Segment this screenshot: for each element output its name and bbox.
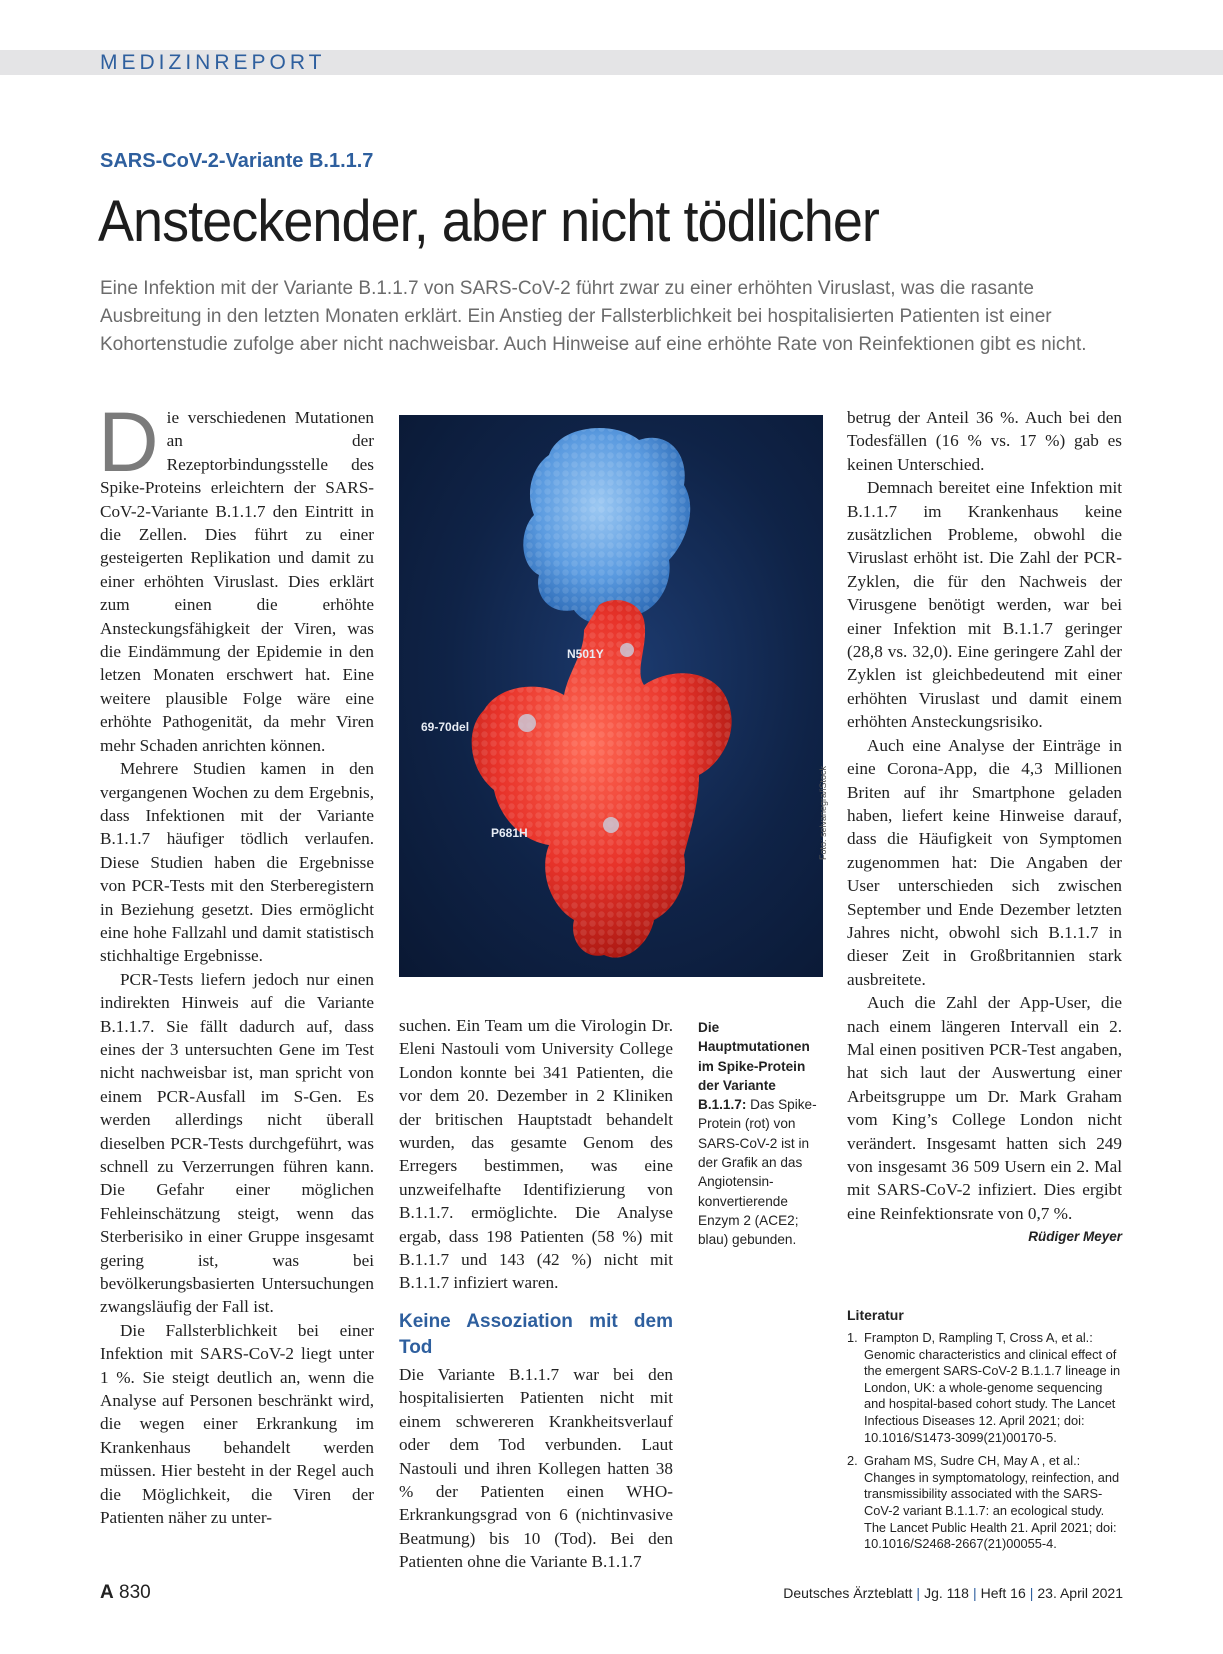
paragraph: Demnach bereitet eine Infektion mit B.1.1.7 im Krankenhaus keine zusätzlichen Probleme, obwohl die Viruslast erhöht ist. Die Zahl der PCR-Zyklen, die für den Nachweis der Virusgene benötigt werden, war bei einer Infektion mit B.1.1.7 geringer (28,8 vs. 32,0). Eine geringere Zahl der Zyklen ist gleichbedeutend mit einer erhöhten Viruslast und damit einem erhöhten Ansteckungsrisiko.	[847, 478, 1122, 732]
paragraph: Die Variante B.1.1.7 war bei den hospitalisierten Patienten nicht mit einem schwereren Krankheitsverlauf oder dem Tod verbunden. Laut Nastouli und ihren Kollegen hatten 38 % der Patienten einen WHO-Erkrankungsgrad von 6 (nichtinvasive Beatmung) bis 10 (Tod). Bei den Patienten ohne die Variante B.1.1.7	[399, 1364, 673, 1572]
paragraph: Die verschiedenen Mutationen an der Rezeptorbindungsstelle des Spike-Proteins erleichtern der SARS-CoV-2-Variante B.1.1.7 den Eintritt in die Zellen. Dies führt zu einer gesteigerten Replikation und damit zu einer erhöhten Viruslast. Dies erklärt zum einen die erhöhte Ansteckungsfähigkeit der Viren, was die Eindämmung der Epidemie in den letzen Monaten erschwert hat. Eine weitere plausible Folge wäre eine erhöhte Pathogenität, da mehr Viren mehr Schaden anrichten können.	[98, 395, 374, 755]
spike-protein-figure	[399, 415, 823, 977]
mutation-label-69-70del: 69-70del	[421, 720, 470, 734]
article-lead: Eine Infektion mit der Variante B.1.1.7 von SARS-CoV-2 führt zwar zu einer erhöhten Viruslast, was die rasante Ausbreitung in den letzten Monaten erklärt. Ein Anstieg der Fallsterblichkeit bei hospitalisierten Patienten ist einer Kohortenstudie zufolge aber nicht nachweisbar. Auch Hinweise auf eine erhöhte Rate von Reinfektionen gibt es nicht.	[100, 278, 1087, 355]
paragraph: PCR-Tests liefern jedoch nur einen indirekten Hinweis auf die Variante B.1.1.7. Sie fällt dadurch auf, dass eines der 3 untersuchten Gene im Test nicht nachweisbar ist, man spricht von einem PCR-Ausfall im S-Gen. Es werden allerdings nicht überall dieselben PCR-Tests durchgeführt, was schnell zu Verzerrungen führen kann. Die Gefahr einer möglichen Fehleinschätzung steigt, wenn das Sterberisiko in einer Gruppe insgesamt gering ist, was bei bevölkerungsbasierten Untersuchungen zwangsläufig der Fall ist.	[100, 969, 374, 1317]
text-column-2	[399, 1014, 673, 1574]
section-label: MEDIZINREPORT	[100, 51, 326, 74]
mutation-label-p681h: P681H	[491, 826, 528, 840]
page-number: A 830	[100, 1582, 151, 1603]
photo-credit: Foto: selvanegra/iStock	[818, 765, 828, 860]
caption-text: Das Spike-Protein (rot) von SARS-CoV-2 ist in der Grafik an das Angiotensin-konvertierende Enzym 2 (ACE2; blau) gebunden.	[698, 1097, 817, 1248]
journal-info: Deutsches Ärzteblatt | Jg. 118 | Heft 16 | 23. April 2021	[783, 1585, 1123, 1601]
caption-title: Die Hauptmutationen im Spike-Protein der Variante B.1.1.7:	[698, 1020, 810, 1113]
drop-cap: D	[98, 395, 159, 489]
references-title: Literatur	[847, 1307, 904, 1323]
paragraph: suchen. Ein Team um die Virologin Dr. Eleni Nastouli vom University College London konnte bei 341 Patienten, die vor dem 20. Dezember in 2 Kliniken der britischen Hauptstadt behandelt wurden, das gesamte Genom des Erregers bestimmen, was eine unzweifelhafte Identifizierung von B.1.1.7. ermöglichte. Die Analyse ergab, dass 198 Patienten (58 %) mit B.1.1.7 und 143 (42 %) nicht mit B.1.1.7 infiziert waren.	[399, 1016, 673, 1293]
paragraph: Mehrere Studien kamen in den vergangenen Wochen zu dem Ergebnis, dass Infektionen mit der Variante B.1.1.7 häufiger tödlich verlaufen. Diese Studien haben die Ergebnisse von PCR-Tests mit den Sterberegistern in Beziehung gesetzt. Dies ermöglicht eine hohe Fallzahl und damit statistisch stichhaltige Ergebnisse.	[100, 759, 374, 966]
spike-protein-illustration	[399, 415, 823, 977]
references-list	[847, 1330, 1127, 1560]
figure-caption	[698, 1018, 826, 1250]
subheading: Keine Assoziation mit dem Tod	[399, 1310, 673, 1358]
paragraph: Auch eine Analyse der Einträge in eine Corona-App, die 4,3 Millionen Briten auf ihr Smartphone geladen haben, liefert keine Hinweise darauf, dass die Häufigkeit von Symptomen zugenommen hat: Die Angaben der User unterschieden sich zwischen September und Ende Dezember letzten Jahres nicht, obwohl sich B.1.1.7 in dieser Zeit in Großbritannien stark ausbreitete.	[847, 735, 1122, 989]
reference-item: 1. Frampton D, Rampling T, Cross A, et al.: Genomic characteristics and clinical effect of the emergent SARS-CoV-2 B.1.1.7 lineage in London, UK: a whole-genome sequencing and hospital-based cohort study. The Lancet Infectious Diseases 12. April 2021; doi: 10.1016/S1473-3099(21)00170-5.	[847, 1330, 1121, 1445]
mutation-label-n501y: N501Y	[567, 647, 604, 661]
reference-item: 2. Graham MS, Sudre CH, May A , et al.: Changes in symptomatology, reinfection, and transmissibility associated with the SARS-CoV-2 variant B.1.1.7: an ecological study. The Lancet Public Health 21. April 2021; doi: 10.1016/S2468-2667(21)00055-4.	[847, 1453, 1120, 1552]
article-kicker: SARS-CoV-2-Variante B.1.1.7	[100, 150, 374, 172]
paragraph: Auch die Zahl der App-User, die nach einem längeren Intervall ein 2. Mal einen positiven PCR-Test angaben, hat sich laut der Auswertung einer Arbeitsgruppe um Dr. Mark Graham vom King’s College London nicht verändert. Insgesamt hatten sich 249 von insgesamt 36 509 Usern ein 2. Mal mit SARS-CoV-2 infiziert. Dies ergibt eine Reinfektionsrate von 0,7 %. Rüdiger Meyer	[847, 991, 1122, 1225]
paragraph: betrug der Anteil 36 %. Auch bei den Todesfällen (16 % vs. 17 %) gab es keinen Unterschied.	[847, 408, 1122, 474]
paragraph: Die Fallsterblichkeit bei einer Infektion mit SARS-CoV-2 liegt unter 1 %. Sie steigt deutlich an, wenn die Analyse auf Personen beschränkt wird, die wegen einer Erkrankung im Krankenhaus behandelt werden müssen. Hier besteht in der Regel auch die Möglichkeit, die Viren der Patienten näher zu unter-	[100, 1320, 374, 1528]
author-name: Rüdiger Meyer	[1028, 1229, 1122, 1245]
ace2-receptor	[523, 428, 690, 624]
article-headline: Ansteckender, aber nicht tödlicher	[98, 189, 879, 254]
text-column-3	[847, 406, 1122, 1249]
text-column-1	[98, 395, 374, 1530]
